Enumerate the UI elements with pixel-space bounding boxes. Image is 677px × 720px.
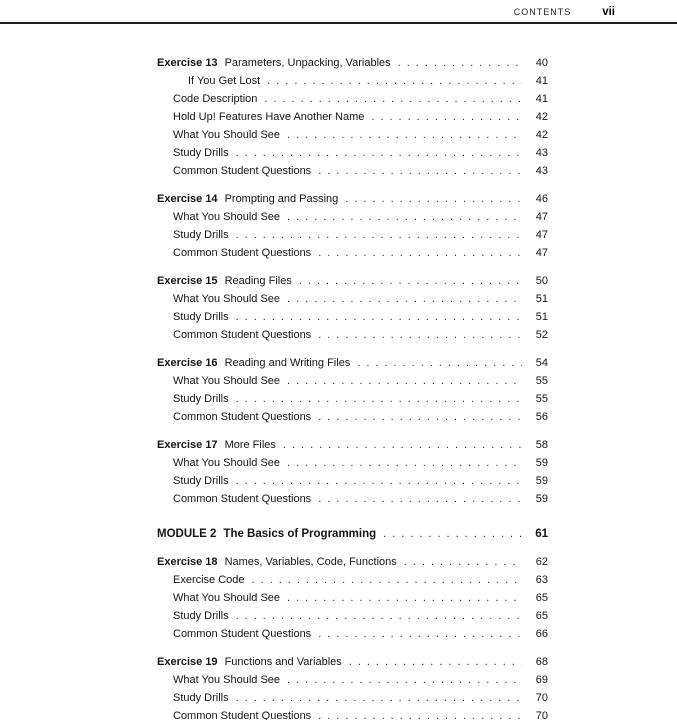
toc-row <box>157 226 548 244</box>
entry-title: Study Drills <box>173 311 229 323</box>
toc-row-exercise-14 <box>157 190 548 208</box>
entry-title: What You Should See <box>173 457 281 469</box>
dot-leader <box>383 525 522 543</box>
entry-label: Exercise 17 <box>157 439 218 451</box>
toc-row <box>157 308 548 326</box>
entry-title: Study Drills <box>173 475 229 487</box>
dot-leader <box>318 162 522 180</box>
entry-page-number: 61 <box>535 528 548 540</box>
toc-row <box>157 126 548 144</box>
entry-page-number: 62 <box>535 556 548 568</box>
toc-row-exercise-15 <box>157 272 548 290</box>
dot-leader <box>357 354 522 372</box>
dot-leader <box>318 707 522 720</box>
dot-leader <box>236 607 522 625</box>
toc-row-exercise-18 <box>157 553 548 571</box>
dot-leader <box>371 108 522 126</box>
toc-row-module-2 <box>157 525 548 543</box>
running-head-title: CONTENTS <box>513 7 572 17</box>
entry-page-number: 43 <box>535 165 548 177</box>
entry-page-number: 42 <box>535 111 548 123</box>
toc-row <box>157 390 548 408</box>
entry-title: Parameters, Unpacking, Variables <box>224 57 391 69</box>
toc-row <box>157 72 548 90</box>
entry-title: If You Get Lost <box>188 75 261 87</box>
dot-leader <box>264 90 522 108</box>
dot-leader <box>318 408 522 426</box>
dot-leader <box>287 290 522 308</box>
entry-page-number: 52 <box>535 329 548 341</box>
entry-page-number: 41 <box>535 75 548 87</box>
toc-row <box>157 90 548 108</box>
entry-title: Functions and Variables <box>224 656 342 668</box>
entry-title: More Files <box>224 439 276 451</box>
entry-page-number: 68 <box>535 656 548 668</box>
dot-leader <box>236 390 522 408</box>
entry-page-number: 41 <box>535 93 548 105</box>
entry-page-number: 59 <box>535 457 548 469</box>
entry-page-number: 56 <box>535 411 548 423</box>
entry-title: Common Student Questions <box>173 247 312 259</box>
entry-page-number: 70 <box>535 710 548 720</box>
entry-title: Study Drills <box>173 692 229 704</box>
toc-row <box>157 671 548 689</box>
entry-title: Reading Files <box>224 275 292 287</box>
dot-leader <box>318 326 522 344</box>
dot-leader <box>287 671 522 689</box>
entry-page-number: 65 <box>535 610 548 622</box>
dot-leader <box>236 472 522 490</box>
dot-leader <box>404 553 522 571</box>
entry-title: What You Should See <box>173 293 281 305</box>
entry-page-number: 63 <box>535 574 548 586</box>
entry-title: Exercise Code <box>173 574 245 586</box>
toc-row <box>157 490 548 508</box>
entry-page-number: 47 <box>535 211 548 223</box>
dot-leader <box>318 244 522 262</box>
folio-page-number: vii <box>602 6 615 18</box>
entry-title: Hold Up! Features Have Another Name <box>173 111 365 123</box>
entry-page-number: 50 <box>535 275 548 287</box>
entry-title: Study Drills <box>173 610 229 622</box>
dot-leader <box>349 653 522 671</box>
dot-leader <box>267 72 522 90</box>
header-rule <box>0 22 677 24</box>
toc-row <box>157 162 548 180</box>
dot-leader <box>287 126 522 144</box>
entry-page-number: 66 <box>535 628 548 640</box>
entry-title: What You Should See <box>173 674 281 686</box>
entry-title: Common Student Questions <box>173 411 312 423</box>
toc-row <box>157 589 548 607</box>
entry-title: Study Drills <box>173 147 229 159</box>
dot-leader <box>318 625 522 643</box>
dot-leader <box>318 490 522 508</box>
toc-row <box>157 408 548 426</box>
toc-row-exercise-16 <box>157 354 548 372</box>
toc-row <box>157 689 548 707</box>
dot-leader <box>287 208 522 226</box>
entry-title: Reading and Writing Files <box>224 357 351 369</box>
entry-page-number: 47 <box>535 247 548 259</box>
dot-leader <box>236 144 522 162</box>
entry-page-number: 55 <box>535 393 548 405</box>
entry-page-number: 69 <box>535 674 548 686</box>
entry-page-number: 58 <box>535 439 548 451</box>
entry-page-number: 70 <box>535 692 548 704</box>
dot-leader <box>283 436 522 454</box>
entry-title: Prompting and Passing <box>224 193 339 205</box>
entry-title: Study Drills <box>173 393 229 405</box>
toc-row <box>157 472 548 490</box>
entry-label: Exercise 15 <box>157 275 218 287</box>
entry-page-number: 55 <box>535 375 548 387</box>
entry-title: Common Student Questions <box>173 165 312 177</box>
dot-leader <box>398 54 522 72</box>
dot-leader <box>299 272 522 290</box>
entry-label: MODULE 2 <box>157 528 217 540</box>
running-head <box>0 0 677 18</box>
toc-row <box>157 707 548 720</box>
dot-leader <box>287 372 522 390</box>
toc-row <box>157 244 548 262</box>
toc-row <box>157 571 548 589</box>
toc-row-exercise-13 <box>157 54 548 72</box>
table-of-contents <box>157 54 548 720</box>
dot-leader <box>236 689 522 707</box>
entry-title: The Basics of Programming <box>223 528 377 540</box>
dot-leader <box>345 190 522 208</box>
dot-leader <box>287 454 522 472</box>
toc-row <box>157 208 548 226</box>
entry-page-number: 59 <box>535 493 548 505</box>
entry-title: What You Should See <box>173 129 281 141</box>
entry-page-number: 51 <box>535 293 548 305</box>
entry-title: Study Drills <box>173 229 229 241</box>
toc-row <box>157 290 548 308</box>
entry-page-number: 43 <box>535 147 548 159</box>
entry-page-number: 51 <box>535 311 548 323</box>
entry-title: What You Should See <box>173 592 281 604</box>
entry-label: Exercise 14 <box>157 193 218 205</box>
toc-row <box>157 625 548 643</box>
entry-label: Exercise 13 <box>157 57 218 69</box>
entry-title: Common Student Questions <box>173 493 312 505</box>
dot-leader <box>252 571 522 589</box>
entry-label: Exercise 16 <box>157 357 218 369</box>
dot-leader <box>236 226 522 244</box>
entry-title: Common Student Questions <box>173 628 312 640</box>
entry-page-number: 47 <box>535 229 548 241</box>
entry-title: What You Should See <box>173 211 281 223</box>
dot-leader <box>236 308 522 326</box>
toc-row <box>157 607 548 625</box>
entry-page-number: 59 <box>535 475 548 487</box>
entry-page-number: 46 <box>535 193 548 205</box>
entry-title: Names, Variables, Code, Functions <box>224 556 397 568</box>
entry-label: Exercise 19 <box>157 656 218 668</box>
entry-page-number: 65 <box>535 592 548 604</box>
entry-label: Exercise 18 <box>157 556 218 568</box>
toc-row <box>157 326 548 344</box>
entry-title: Common Student Questions <box>173 710 312 720</box>
entry-title: What You Should See <box>173 375 281 387</box>
toc-row <box>157 372 548 390</box>
toc-row-exercise-19 <box>157 653 548 671</box>
toc-row <box>157 108 548 126</box>
entry-page-number: 40 <box>535 57 548 69</box>
toc-row-exercise-17 <box>157 436 548 454</box>
entry-title: Code Description <box>173 93 258 105</box>
entry-page-number: 42 <box>535 129 548 141</box>
entry-page-number: 54 <box>535 357 548 369</box>
toc-row <box>157 454 548 472</box>
dot-leader <box>287 589 522 607</box>
entry-title: Common Student Questions <box>173 329 312 341</box>
toc-row <box>157 144 548 162</box>
